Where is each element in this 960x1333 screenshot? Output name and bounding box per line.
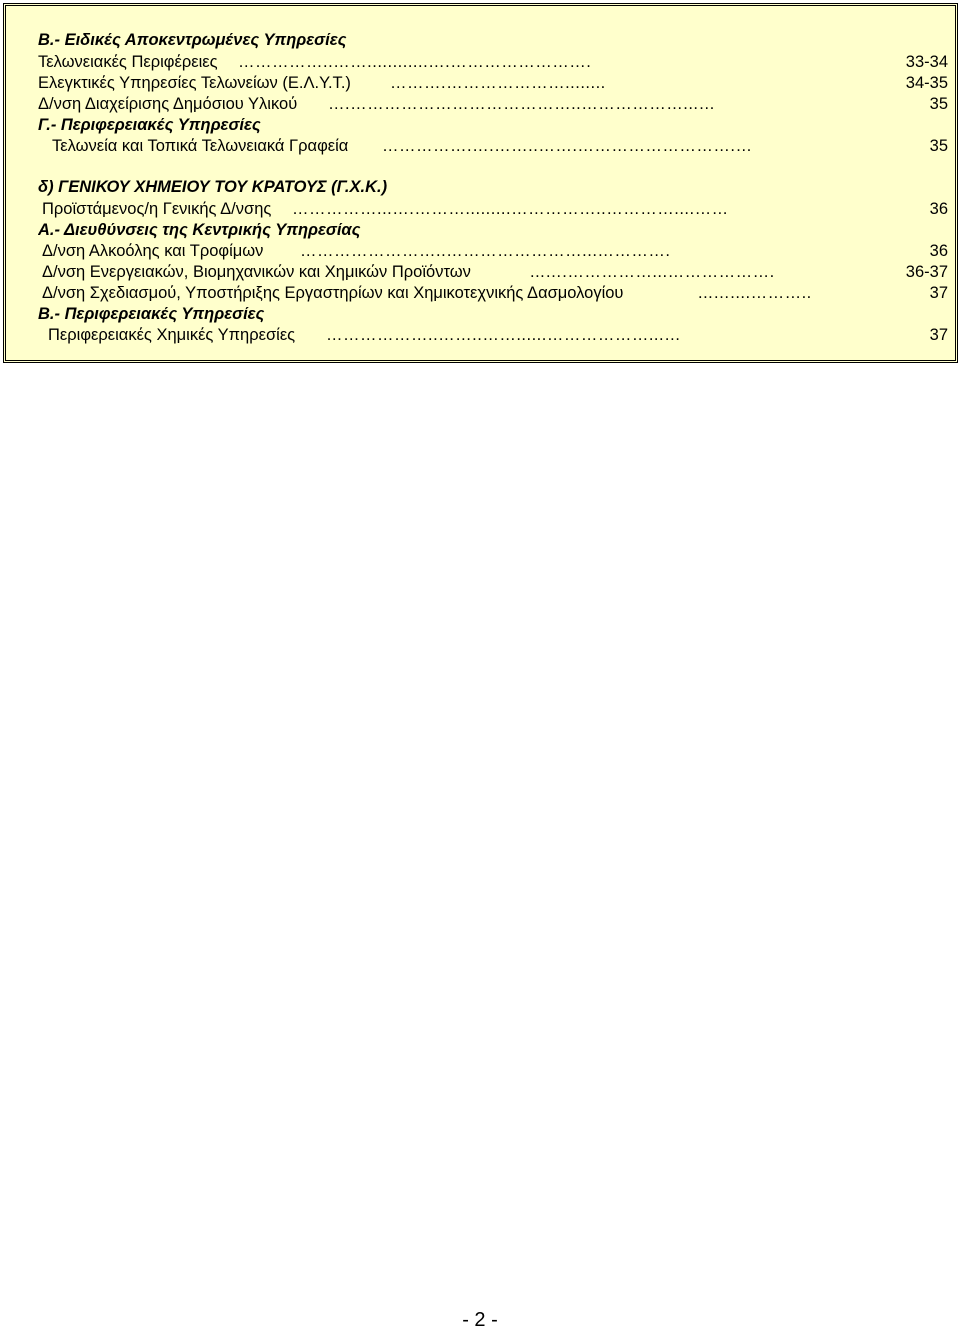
toc-heading-central-directorates: Α.- Διευθύνσεις της Κεντρικής Υπηρεσίας (38, 221, 361, 239)
toc-page-number: 36 (929, 242, 948, 260)
toc-page-number: 36-37 (905, 263, 948, 281)
toc-page-number: 34-35 (905, 74, 948, 92)
toc-heading-general-chemical-state: δ) ΓΕΝΙΚΟΥ ΧΗΜΕΙΟΥ ΤΟΥ ΚΡΑΤΟΥΣ (Γ.Χ.Κ.) (38, 178, 388, 196)
toc-page-number: 35 (929, 95, 948, 113)
toc-entry-alcohol-food-directorate[interactable]: Δ/νση Αλκοόλης και Τροφίμων ……………………..……………………...…………. 36 (42, 242, 948, 260)
table-of-contents-box (3, 3, 958, 363)
toc-entry-regional-chemical-services[interactable]: Περιφερειακές Χημικές Υπηρεσίες ………………..……..……......………………...… 37 (48, 326, 948, 344)
toc-heading-regional-services-customs: Γ.- Περιφερειακές Υπηρεσίες (38, 116, 261, 134)
toc-entry-head-general-directorate[interactable]: Προϊστάμενος/η Γενικής Δ/νσης ……………...….……….........……………..…………....…… 36 (42, 200, 948, 218)
toc-entry-public-material-management[interactable]: Δ/νση Διαχείρισης Δημόσιου Υλικού ….…………………………………..………………...… 35 (38, 95, 948, 113)
toc-heading-regional-services-chemical: Β.- Περιφερειακές Υπηρεσίες (38, 305, 265, 323)
toc-heading-special-services: Β.- Ειδικές Αποκεντρωμένες Υπηρεσίες (38, 31, 347, 49)
page-footer-number: - 2 - (462, 1309, 498, 1331)
toc-page-number: 36 (929, 200, 948, 218)
toc-entry-energy-industrial-chemical-directorate[interactable]: Δ/νση Ενεργειακών, Βιομηχανικών και Χημικών Προϊόντων ...….……………...………………. 36-37 (42, 263, 948, 281)
toc-page-number: 33-34 (905, 53, 948, 71)
toc-entry-customs-audit-services[interactable]: Ελεγκτικές Υπηρεσίες Τελωνείων (Ε.Λ.Υ.Τ.) ……….…………………........ 34-35 (38, 74, 948, 92)
toc-page-number: 35 (929, 137, 948, 155)
toc-page-number: 37 (929, 326, 948, 344)
toc-page-number: 37 (929, 284, 948, 302)
toc-entry-customs-regions[interactable]: Τελωνειακές Περιφέρειες ……………..……............….……………………. 33-34 (38, 53, 948, 71)
toc-entry-customs-offices[interactable]: Τελωνεία και Τοπικά Τελωνειακά Γραφεία …………….….……..…….……………………….… 35 (52, 137, 948, 155)
toc-entry-planning-laboratories-directorate[interactable]: Δ/νση Σχεδιασμού, Υποστήριξης Εργαστηρίων και Χημικοτεχνικής Δασμολογίου ...…....……….. 37 (42, 284, 948, 302)
